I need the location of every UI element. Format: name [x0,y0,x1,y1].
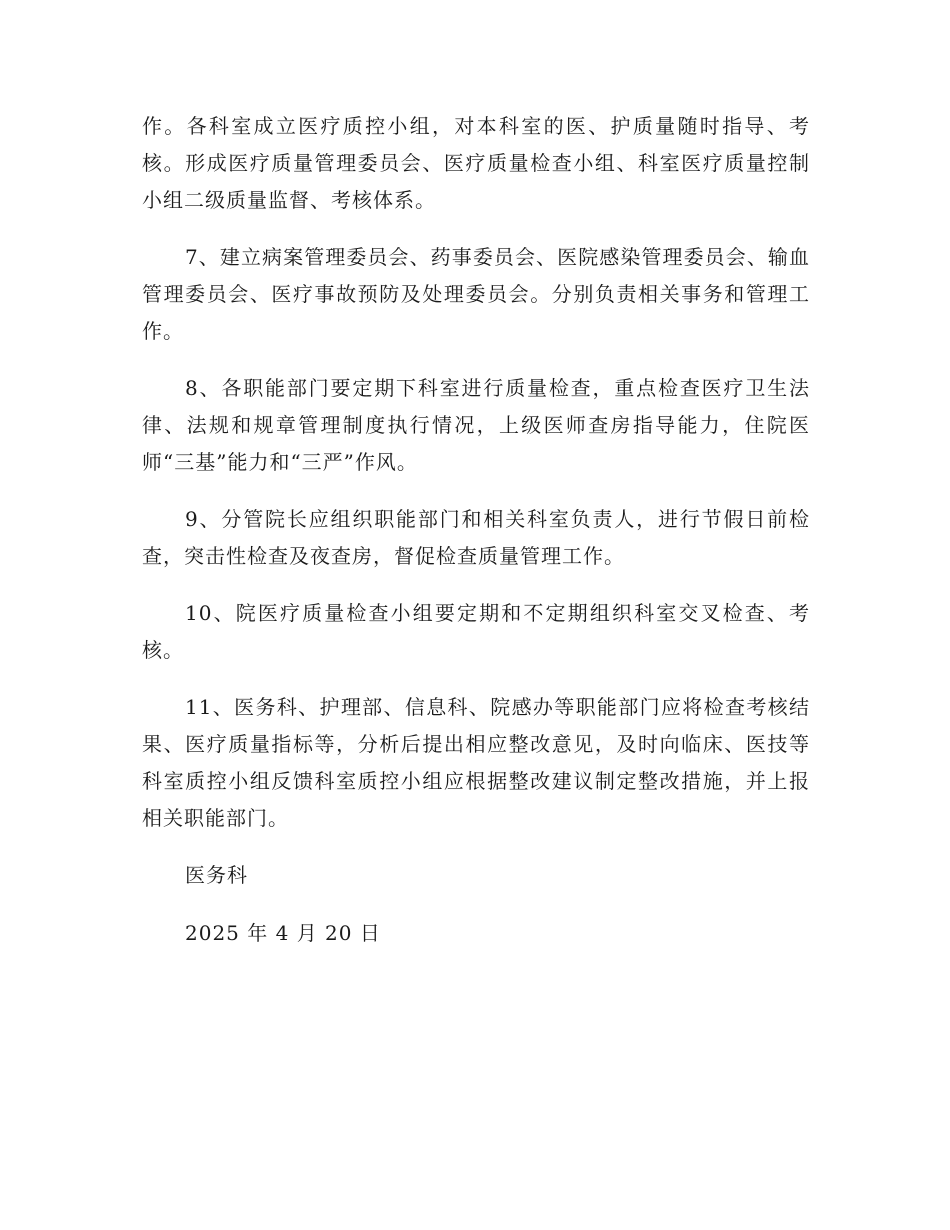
paragraph-item-11: 11、医务科、护理部、信息科、院感办等职能部门应将检查考核结果、医疗质量指标等，分析后提出相应整改意见，及时向临床、医技等科室质控小组反馈科室质控小组应根据整改建议制定整改措施，并上报相关职能部门。 [142,695,810,830]
signature-department: 医务科 [185,863,248,887]
paragraph-item-7: 7、建立病案管理委员会、药事委员会、医院感染管理委员会、输血管理委员会、医疗事故预防及处理委员会。分别负责相关事务和管理工作。 [142,245,810,343]
paragraph-continuation: 作。各科室成立医疗质控小组，对本科室的医、护质量随时指导、考核。形成医疗质量管理委员会、医疗质量检查小组、科室医疗质量控制小组二级质量监督、考核体系。 [142,114,810,212]
paragraph-item-10: 10、院医疗质量检查小组要定期和不定期组织科室交叉检查、考核。 [142,601,810,662]
document-body [142,108,810,973]
paragraph-item-9: 9、分管院长应组织职能部门和相关科室负责人，进行节假日前检查，突击性检查及夜查房，督促检查质量管理工作。 [142,507,810,568]
paragraph-item-8: 8、各职能部门要定期下科室进行质量检查，重点检查医疗卫生法律、法规和规章管理制度执行情况，上级医师查房指导能力，住院医师“三基”能力和“三严”作风。 [142,376,810,474]
signature-date: 2025 年 4 月 20 日 [185,921,381,945]
